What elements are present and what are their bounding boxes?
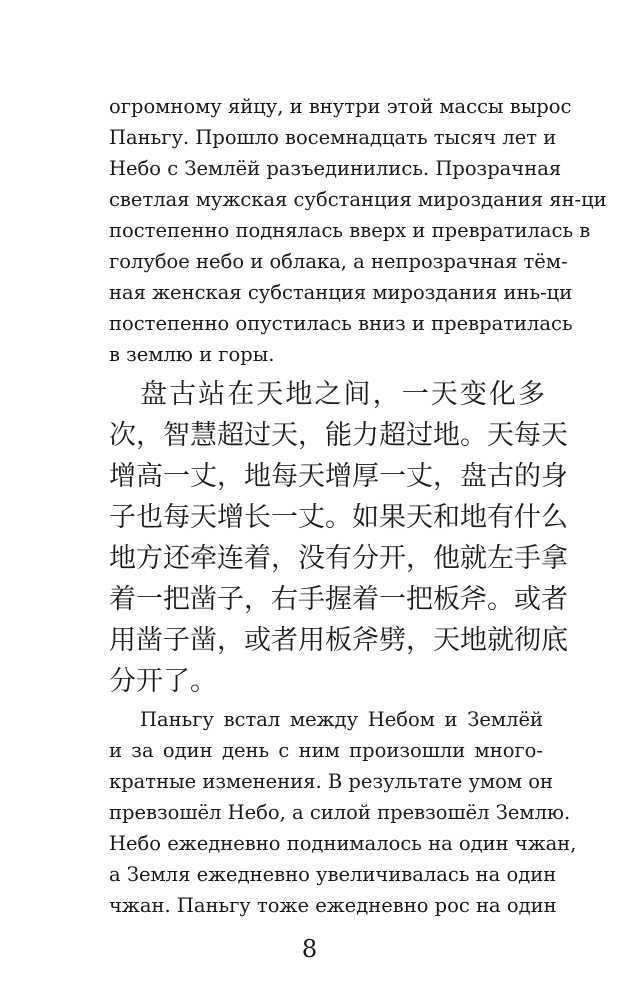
chinese-line: 用凿子凿，或者用板斧劈，天地就彻底 bbox=[109, 625, 568, 656]
text-line: Паньгу встал между Небом и Землёй bbox=[140, 708, 543, 731]
chinese-line: 子也每天增长一丈。如果天和地有什么 bbox=[109, 502, 568, 533]
text-line: кратные изменения. В результате умом он bbox=[109, 770, 553, 793]
chinese-line: 盘古站在天地之间，一天变化多 bbox=[140, 379, 545, 410]
chinese-line: 次，智慧超过天，能力超过地。天每天 bbox=[109, 420, 568, 451]
chinese-line: 地方还牵连着，没有分开，他就左手拿 bbox=[109, 543, 568, 574]
text-line: ная женская субстанция мироздания инь-ци bbox=[109, 281, 573, 304]
text-line: огромному яйцу, и внутри этой массы вырос bbox=[109, 95, 572, 118]
chinese-line: 分开了。 bbox=[109, 666, 217, 697]
text-line: голубое небо и облака, а непрозрачная тём- bbox=[109, 250, 568, 273]
text-line: и за один день с ним произошли много- bbox=[109, 739, 543, 762]
text-line: Паньгу. Прошло восемнадцать тысяч лет и bbox=[109, 126, 557, 149]
text-line: чжан. Паньгу тоже ежедневно рос на один bbox=[109, 894, 557, 917]
text-line: Небо ежедневно поднималось на один чжан, bbox=[109, 832, 577, 855]
page-number: 8 bbox=[301, 935, 318, 963]
text-line: а Земля ежедневно увеличивалась на один bbox=[109, 863, 557, 886]
text-line: Небо с Землёй разъединились. Прозрачная bbox=[109, 157, 562, 180]
chinese-line: 增高一丈，地每天增厚一丈，盘古的身 bbox=[109, 461, 568, 492]
text-line: светлая мужская субстанция мироздания ян-ци bbox=[109, 188, 607, 211]
chinese-line: 着一把凿子，右手握着一把板斧。或者 bbox=[109, 584, 568, 615]
text-line: постепенно поднялась вверх и превратилась в bbox=[109, 219, 591, 242]
text-line: в землю и горы. bbox=[109, 343, 275, 366]
text-line: постепенно опустилась вниз и превратилась bbox=[109, 312, 573, 335]
text-line: превзошёл Небо, а силой превзошёл Землю. bbox=[109, 801, 571, 824]
